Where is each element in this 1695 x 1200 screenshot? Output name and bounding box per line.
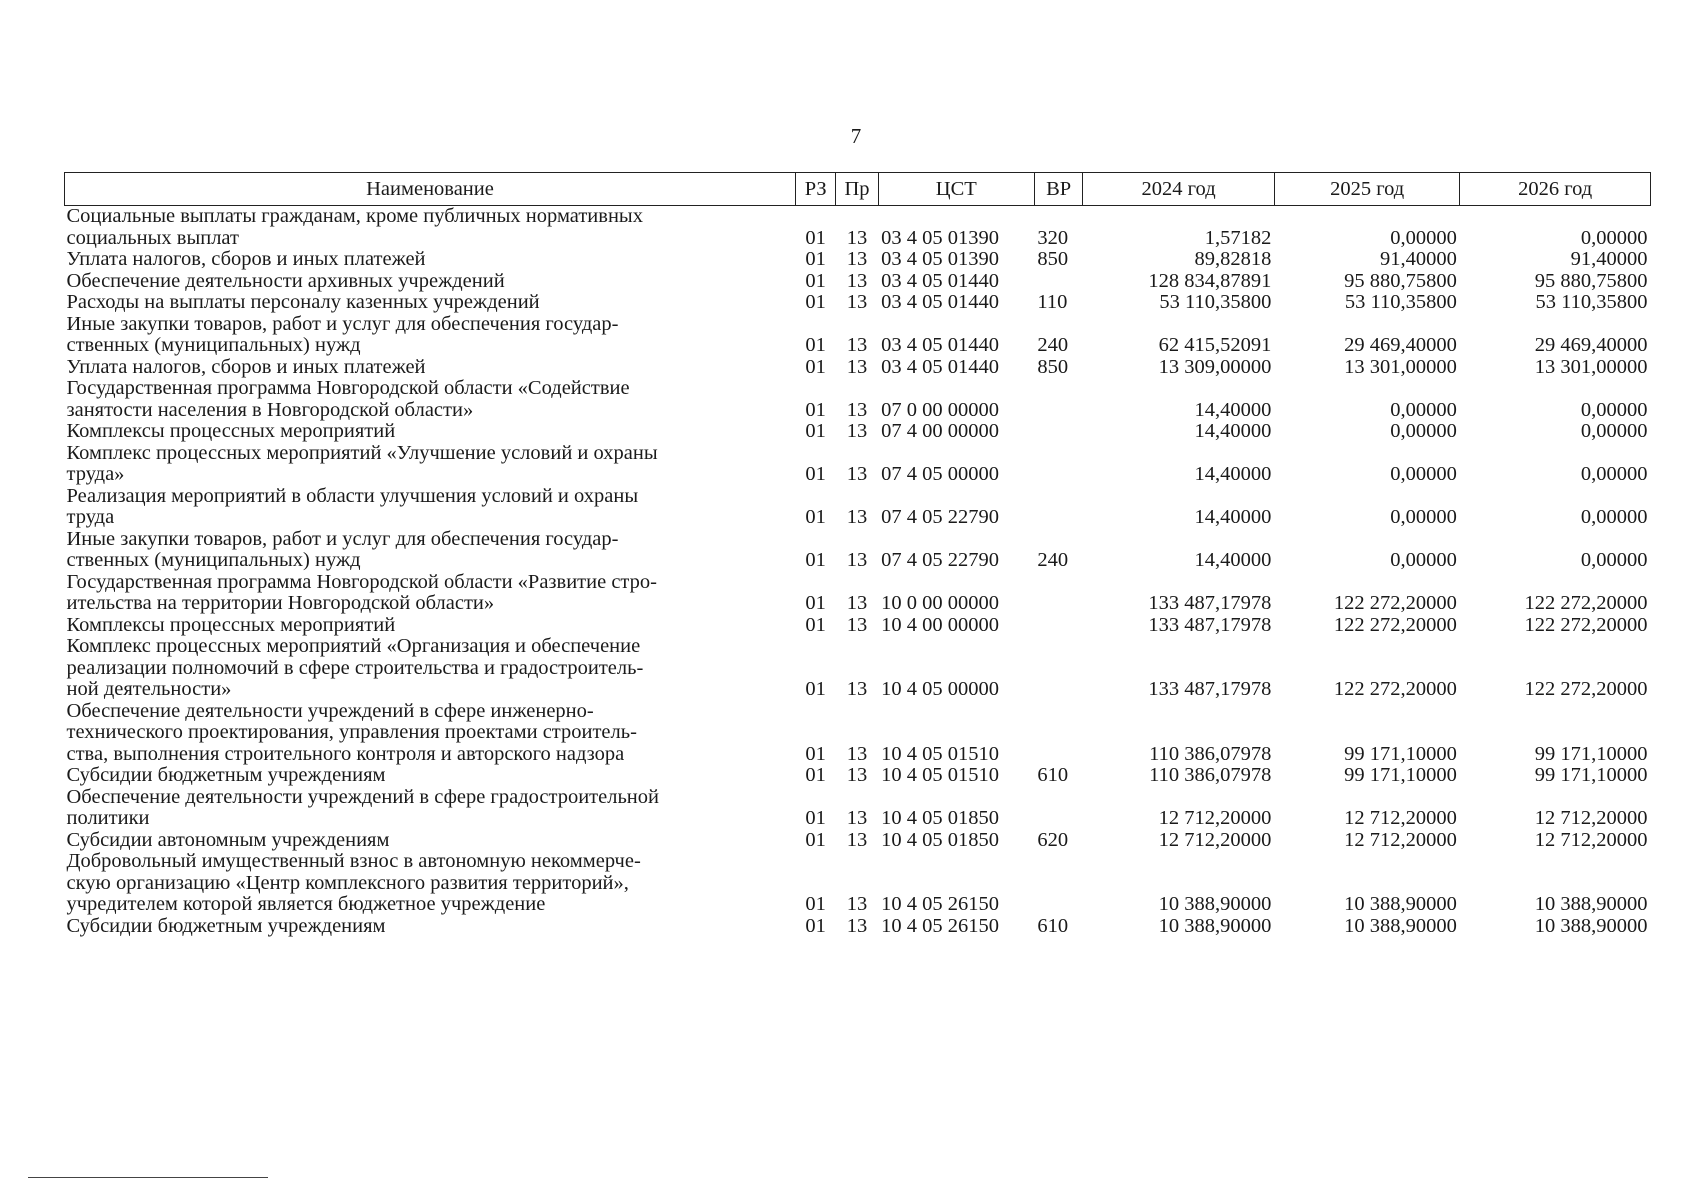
row-2026: 10 388,90000 [1534,893,1648,915]
row-name [65,615,796,637]
row-name-line: ительства на территории Новгородской области» [66,592,495,614]
row-rz: 01 [805,592,826,614]
row-name-line: Субсидии бюджетным учреждениям [66,764,386,786]
row-2024: 14,40000 [1194,398,1272,421]
row-2024: 13 309,00000 [1158,355,1272,378]
row-cst: 07 4 00 00000 [881,420,1000,442]
table-row [65,292,1651,314]
row-2024: 12 712,20000 [1158,807,1272,829]
row-cst: 10 0 00 00000 [881,592,1000,614]
row-name-line: Добровольный имущественный взнос в автономную некоммерче- [66,850,641,872]
row-name-line: Комплексы процессных мероприятий [66,613,396,636]
row-name [65,249,796,271]
row-2026: 122 272,20000 [1524,592,1648,614]
row-2026: 122 272,20000 [1524,613,1648,636]
row-rz: 01 [805,914,826,937]
table-row [65,765,1651,787]
row-vr [1034,636,1082,701]
row-vr [1034,787,1082,830]
row-cst: 10 4 05 01850 [881,828,1000,851]
row-vr: 320 [1037,226,1069,249]
row-name-line: Комплекс процессных мероприятий «Улучшение условий и охраны [66,441,658,464]
row-2025: 29 469,40000 [1344,334,1457,356]
row-pr: 13 [846,355,868,378]
row-cst: 10 4 05 01510 [881,764,1000,786]
row-2026: 91,40000 [1570,248,1648,270]
row-vr [1034,421,1082,443]
row-name-line: Расходы на выплаты персоналу казенных учреждений [66,291,540,313]
row-name [65,421,796,443]
row-name-line: Комплекс процессных мероприятий «Организация и обеспечение [66,635,641,657]
row-2026: 0,00000 [1580,463,1648,485]
row-name-line: Государственная программа Новгородской области «Развитие стро- [66,570,657,593]
row-pr: 13 [846,463,868,485]
row-2026: 10 388,90000 [1534,914,1648,937]
row-2026: 0,00000 [1580,226,1648,249]
row-name [65,830,796,852]
row-name [65,357,796,379]
row-name-line: Социальные выплаты гражданам, кроме публичных нормативных [66,205,643,227]
row-name-line: Уплата налогов, сборов и иных платежей [66,248,426,270]
row-2025: 10 388,90000 [1344,893,1457,915]
header-rz: РЗ [795,173,835,206]
row-2025: 0,00000 [1390,420,1457,442]
row-name-line: Субсидии бюджетным учреждениям [66,914,386,937]
row-name-line: труда [66,506,115,528]
row-2025: 122 272,20000 [1333,678,1457,700]
table-row [65,916,1651,938]
row-name [65,271,796,293]
row-name [65,378,796,421]
row-pr: 13 [846,291,868,313]
header-cst: ЦСТ [878,173,1034,206]
row-cst: 03 4 05 01440 [881,269,1000,292]
row-2025: 99 171,10000 [1344,742,1457,765]
row-pr: 13 [846,226,868,249]
header-row [65,173,1651,206]
header-2026: 2026 год [1460,173,1651,206]
budget-table [64,172,1651,937]
row-cst: 10 4 05 00000 [881,678,1000,700]
row-2025: 95 880,75800 [1344,269,1457,292]
row-name [65,572,796,615]
row-name-line: Реализация мероприятий в области улучшения условий и охраны [66,484,639,507]
row-pr: 13 [846,592,868,614]
table-row [65,249,1651,271]
row-pr: 13 [846,807,868,829]
row-2024: 14,40000 [1194,463,1272,485]
row-vr [1034,851,1082,916]
page-number: 7 [850,124,862,148]
row-name-line: труда» [66,463,125,485]
row-vr [1034,271,1082,293]
row-rz: 01 [805,549,826,571]
row-name [65,206,796,250]
row-2024: 10 388,90000 [1158,893,1272,915]
header-pr: Пр [836,173,878,206]
row-name [65,314,796,357]
row-2024: 110 386,07978 [1149,764,1272,786]
row-rz: 01 [805,463,826,485]
header-2024: 2024 год [1083,173,1275,206]
row-2024: 1,57182 [1204,226,1272,249]
row-name-line: Обеспечение деятельности учреждений в сфере градостроительной [66,785,659,808]
row-vr [1034,572,1082,615]
row-pr: 13 [846,613,868,636]
row-name-line: Государственная программа Новгородской области «Содействие [66,377,630,399]
row-2026: 13 301,00000 [1534,355,1648,378]
row-2025: 0,00000 [1390,463,1457,485]
row-2025: 0,00000 [1390,549,1457,571]
row-pr: 13 [846,764,868,786]
row-pr: 13 [846,549,868,571]
row-vr: 610 [1037,914,1069,937]
row-2026: 53 110,35800 [1535,291,1648,313]
table-row [65,378,1651,421]
row-name [65,292,796,314]
row-rz: 01 [805,291,826,313]
row-2025: 13 301,00000 [1344,355,1457,378]
row-cst: 03 4 05 01390 [881,226,1000,249]
row-name-line: технического проектирования, управления проектами строитель- [66,721,637,743]
row-name-line: Иные закупки товаров, работ и услуг для обеспечения государ- [66,527,619,550]
row-cst: 03 4 05 01390 [881,248,1000,270]
row-name-line: учредителем которой является бюджетное учреждение [66,893,546,915]
row-vr [1034,701,1082,766]
row-2025: 12 712,20000 [1344,807,1457,829]
row-name [65,443,796,486]
row-2024: 12 712,20000 [1158,828,1272,851]
row-rz: 01 [805,334,826,356]
row-name [65,486,796,529]
row-vr [1034,486,1082,529]
table-body [65,206,1651,938]
row-name-line: ственных (муниципальных) нужд [66,549,361,571]
table-row [65,314,1651,357]
row-cst: 07 4 05 22790 [881,506,1000,528]
table-row [65,529,1651,572]
row-name-line: ной деятельности» [66,678,232,700]
row-2026: 0,00000 [1580,420,1648,442]
row-pr: 13 [846,893,868,915]
header-name: Наименование [65,173,796,206]
row-pr: 13 [846,828,868,851]
row-rz: 01 [805,678,826,700]
row-2025: 10 388,90000 [1344,914,1457,937]
row-cst: 03 4 05 01440 [881,355,1000,378]
row-vr [1034,443,1082,486]
row-pr: 13 [846,678,868,700]
row-cst: 03 4 05 01440 [881,291,1000,313]
row-2026: 12 712,20000 [1534,828,1648,851]
row-2024: 89,82818 [1194,248,1272,270]
row-cst: 10 4 05 26150 [881,893,1000,915]
row-name-line: ственных (муниципальных) нужд [66,334,361,356]
row-rz: 01 [805,226,826,249]
row-2026: 95 880,75800 [1534,269,1648,292]
row-2024: 133 487,17978 [1148,613,1272,636]
row-2024: 10 388,90000 [1158,914,1272,937]
row-2024: 133 487,17978 [1148,592,1272,614]
row-cst: 10 4 05 01510 [881,742,1000,765]
row-rz: 01 [805,506,826,528]
row-name [65,701,796,766]
row-2024: 128 834,87891 [1148,269,1272,292]
row-rz: 01 [805,355,826,378]
row-name-line: Субсидии автономным учреждениям [66,828,390,851]
row-2025: 99 171,10000 [1344,764,1457,786]
row-name-line: ства, выполнения строительного контроля и авторского надзора [66,742,625,765]
row-2026: 12 712,20000 [1534,807,1648,829]
table-row [65,357,1651,379]
table-row [65,851,1651,916]
table-row [65,830,1651,852]
row-2025: 122 272,20000 [1333,613,1457,636]
table-row [65,636,1651,701]
row-vr [1034,378,1082,421]
row-cst: 07 4 05 00000 [881,463,1000,485]
row-rz: 01 [805,807,826,829]
row-rz: 01 [805,269,826,292]
row-2025: 53 110,35800 [1344,291,1457,313]
row-2024: 14,40000 [1194,506,1272,528]
row-2026: 0,00000 [1580,506,1648,528]
footer-rule [28,1177,268,1178]
row-2024: 53 110,35800 [1159,291,1272,313]
row-name-line: социальных выплат [66,226,239,249]
row-rz: 01 [805,893,826,915]
row-name-line: Иные закупки товаров, работ и услуг для обеспечения государ- [66,312,619,335]
row-2025: 0,00000 [1390,226,1457,249]
table-row [65,486,1651,529]
row-vr: 850 [1037,248,1069,270]
row-cst: 10 4 05 01850 [881,807,1000,829]
row-name [65,787,796,830]
row-cst: 03 4 05 01440 [881,334,1000,356]
table-row [65,572,1651,615]
row-pr: 13 [846,742,868,765]
row-2026: 99 171,10000 [1534,764,1648,786]
header-2025: 2025 год [1274,173,1460,206]
row-2026: 0,00000 [1580,549,1648,571]
row-name-line: Комплексы процессных мероприятий [66,420,396,442]
row-2024: 14,40000 [1194,420,1272,442]
row-name-line: занятости населения в Новгородской области» [66,398,474,421]
row-pr: 13 [846,248,868,270]
table-row [65,443,1651,486]
table-header [65,173,1651,206]
row-name-line: Обеспечение деятельности архивных учреждений [66,269,505,292]
row-name [65,529,796,572]
row-rz: 01 [805,828,826,851]
row-pr: 13 [846,420,868,442]
row-rz: 01 [805,613,826,636]
table-row [65,271,1651,293]
row-vr: 240 [1037,334,1069,356]
row-cst: 07 4 05 22790 [881,549,1000,571]
header-vr: ВР [1034,173,1082,206]
row-pr: 13 [846,506,868,528]
row-2026: 99 171,10000 [1534,742,1648,765]
row-cst: 07 0 00 00000 [881,398,1000,421]
row-pr: 13 [846,334,868,356]
row-vr: 620 [1037,828,1069,851]
row-2025: 12 712,20000 [1344,828,1457,851]
row-rz: 01 [805,420,826,442]
row-2026: 0,00000 [1580,398,1648,421]
row-vr [1034,615,1082,637]
row-2025: 0,00000 [1390,398,1457,421]
row-vr: 610 [1037,764,1069,786]
row-name-line: Уплата налогов, сборов и иных платежей [66,355,426,378]
row-cst: 10 4 05 26150 [881,914,1000,937]
row-2026: 29 469,40000 [1534,334,1648,356]
row-name-line: политики [66,807,150,829]
row-name [65,851,796,916]
row-name [65,916,796,938]
row-pr: 13 [846,398,868,421]
row-vr: 240 [1037,549,1069,571]
row-2024: 14,40000 [1194,549,1272,571]
row-2026: 122 272,20000 [1524,678,1648,700]
row-2024: 133 487,17978 [1148,678,1272,700]
row-cst: 10 4 00 00000 [881,613,1000,636]
row-vr: 850 [1037,355,1069,378]
table-row [65,787,1651,830]
row-2025: 0,00000 [1390,506,1457,528]
row-rz: 01 [805,742,826,765]
row-name [65,636,796,701]
row-pr: 13 [846,269,868,292]
row-name-line: реализации полномочий в сфере строительства и градостроитель- [66,656,644,679]
table-row [65,421,1651,443]
row-2024: 110 386,07978 [1149,742,1272,765]
table-row [65,615,1651,637]
table-row [65,701,1651,766]
row-rz: 01 [805,248,826,270]
row-vr: 110 [1037,291,1068,313]
table-row [65,206,1651,250]
row-name-line: скую организацию «Центр комплексного развития территорий», [66,871,629,894]
row-2025: 122 272,20000 [1333,592,1457,614]
row-rz: 01 [805,398,826,421]
row-name-line: Обеспечение деятельности учреждений в сфере инженерно- [66,699,594,722]
row-name [65,765,796,787]
row-pr: 13 [846,914,868,937]
row-2025: 91,40000 [1380,248,1457,270]
row-2024: 62 415,52091 [1158,334,1272,356]
row-rz: 01 [805,764,826,786]
